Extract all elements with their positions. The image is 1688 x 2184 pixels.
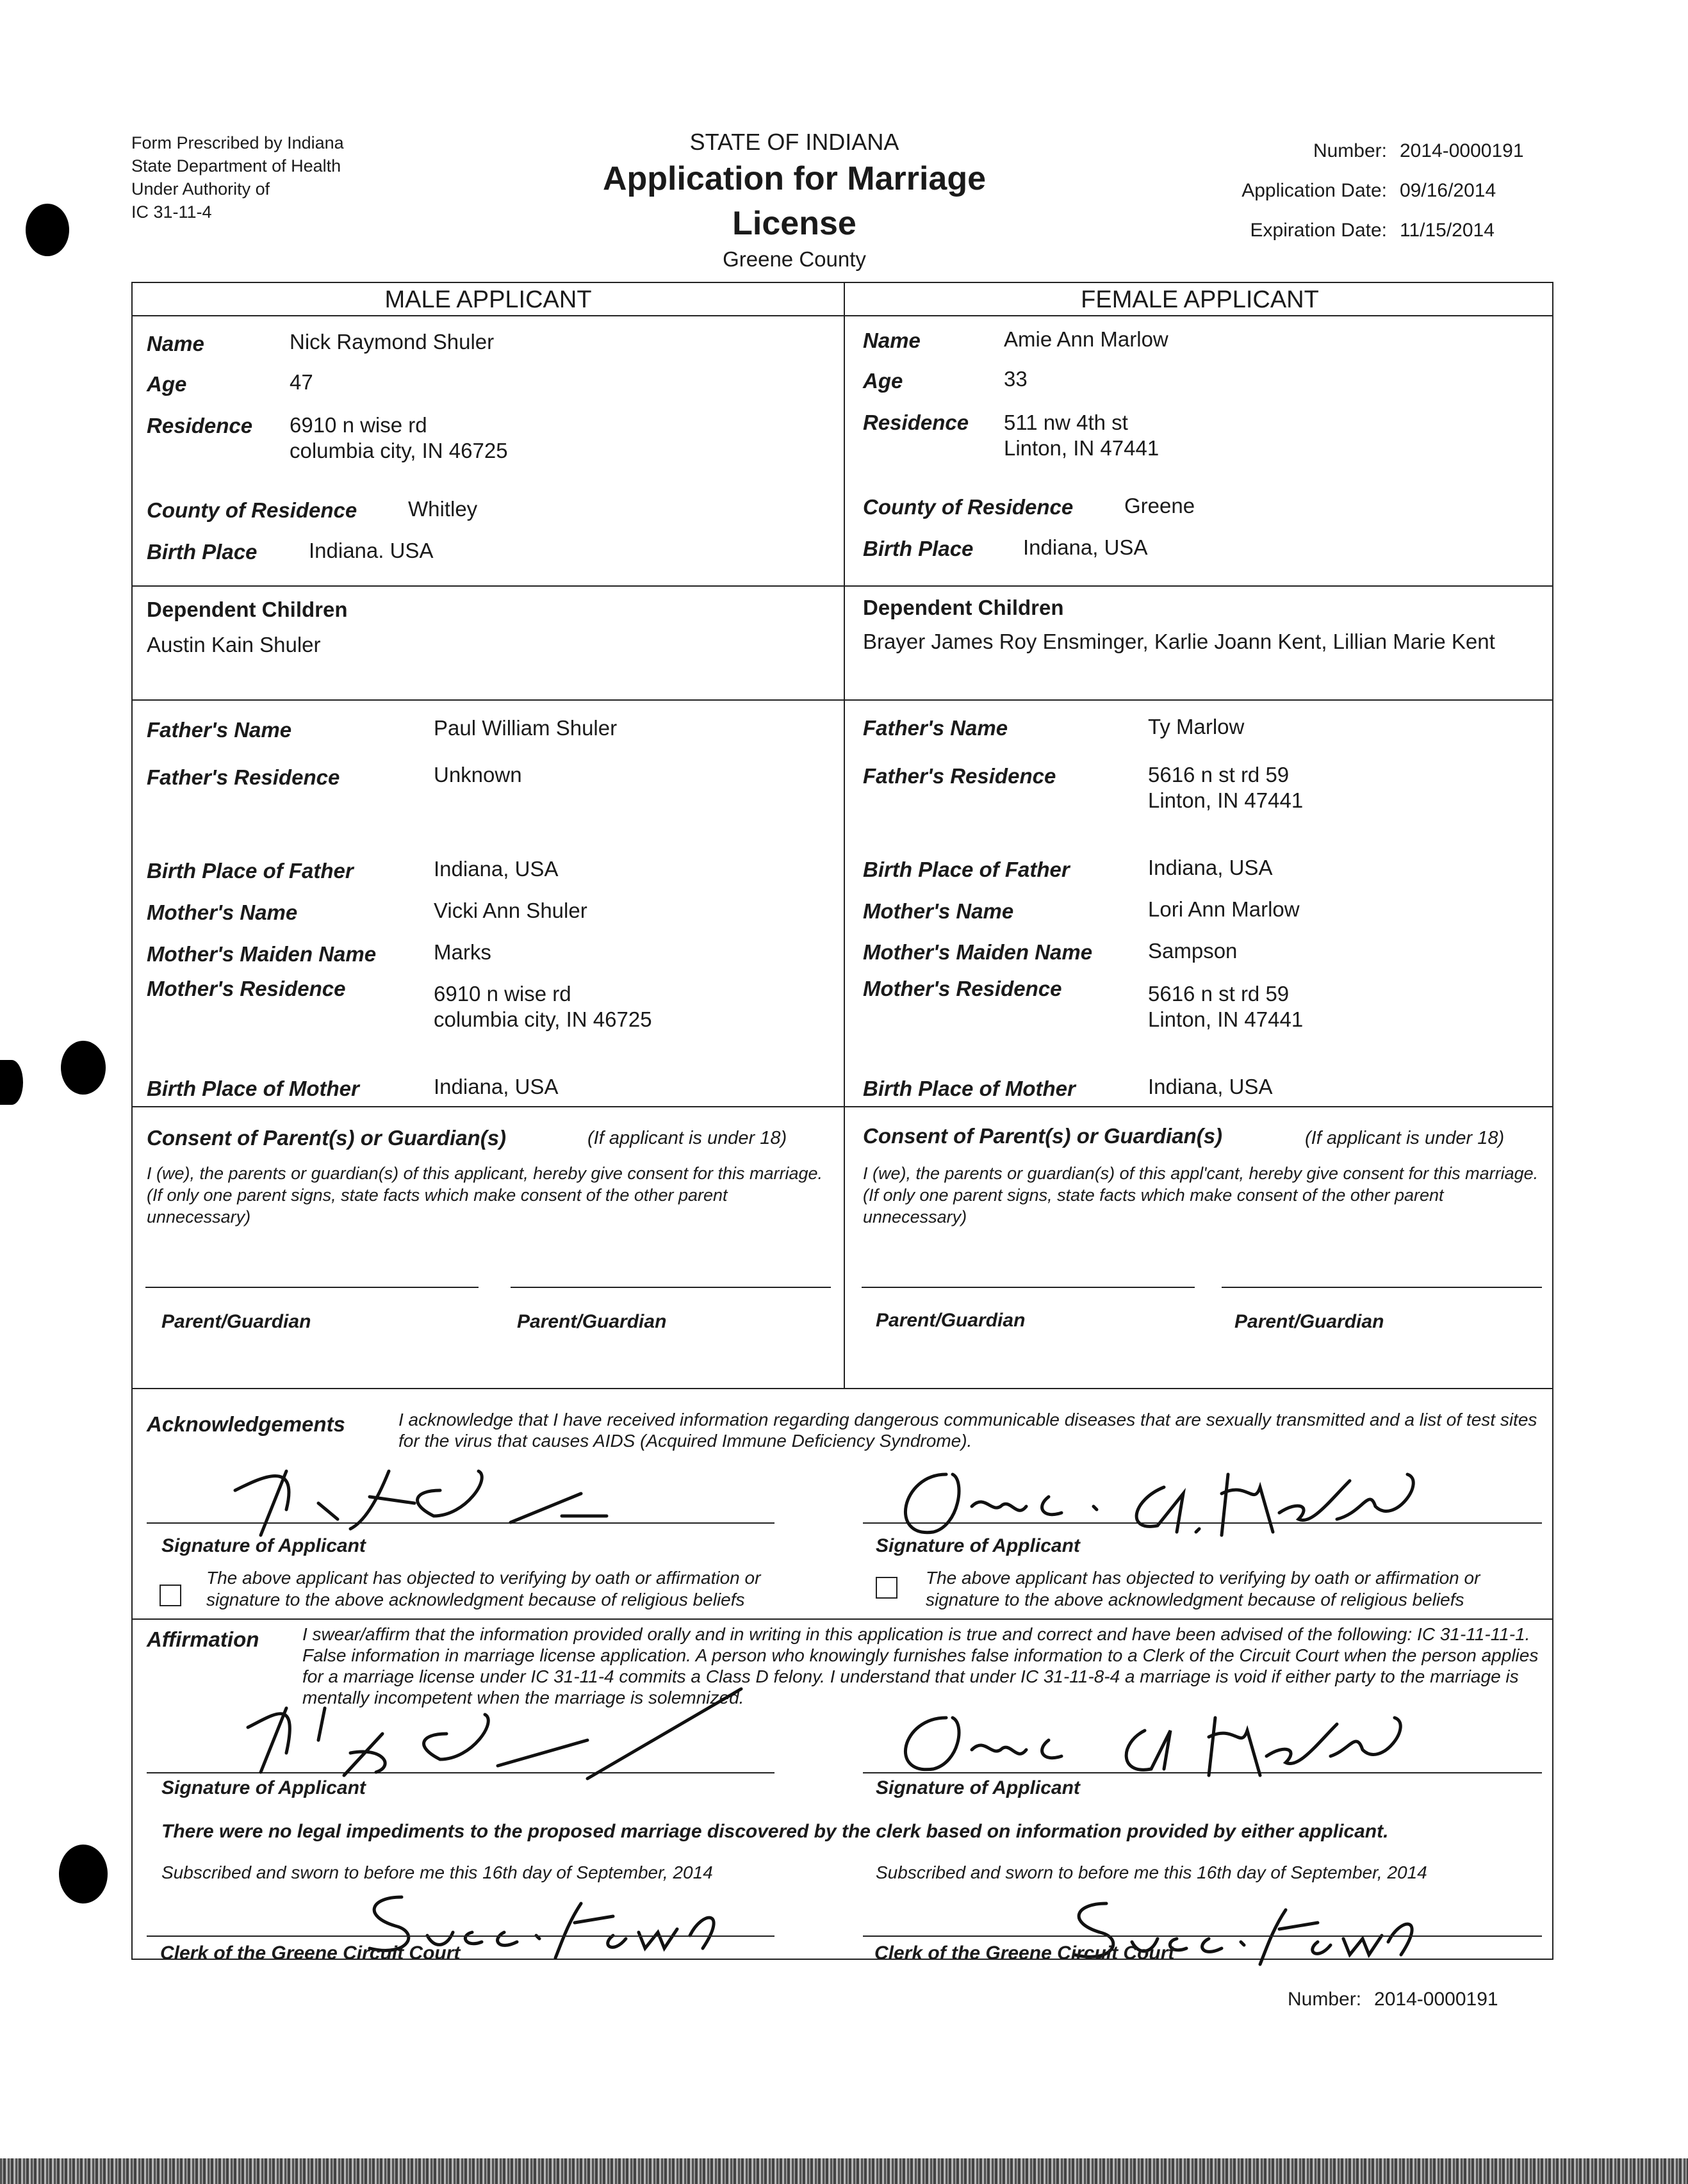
number-label: Number: [1313, 140, 1387, 161]
female-name-label: Name [863, 329, 921, 352]
male-county-label: County of Residence [147, 498, 357, 522]
divider [133, 699, 1552, 701]
female-birth-place-father: Indiana, USA [1148, 856, 1273, 879]
column-divider [844, 283, 845, 1388]
expiration-date-label: Expiration Date: [1250, 220, 1387, 241]
form-prescribed-block [131, 131, 344, 224]
application-form [131, 282, 1553, 1960]
punch-hole-top [26, 204, 69, 256]
female-objection-checkbox[interactable] [876, 1577, 897, 1599]
female-clerk-signature-line [863, 1935, 1542, 1937]
female-residence-line2: Linton, IN 47441 [1004, 436, 1159, 460]
male-guardian-signature-line [511, 1287, 831, 1288]
male-fathers-name-label: Father's Name [147, 718, 292, 742]
female-birth-place: Indiana, USA [1023, 535, 1148, 559]
male-applicant-heading: MALE APPLICANT [384, 286, 592, 313]
female-fathers-name: Ty Marlow [1148, 715, 1245, 738]
female-mothers-name-label: Mother's Name [863, 899, 1014, 923]
prescribed-line: IC 31-11-4 [131, 202, 212, 222]
divider [133, 315, 1552, 316]
impediments-statement: There were no legal impediments to the proposed marriage discovered by the clerk based on information provided by either applicant. [161, 1821, 1389, 1842]
male-mothers-maiden-name: Marks [434, 940, 491, 964]
female-fathers-residence-line2: Linton, IN 47441 [1148, 788, 1304, 812]
female-birth-place-father-label: Birth Place of Father [863, 858, 1070, 881]
male-birth-place-mother: Indiana, USA [434, 1075, 559, 1098]
female-ack-signature-label: Signature of Applicant [876, 1535, 1080, 1556]
male-consent-title: Consent of Parent(s) or Guardian(s) [147, 1126, 507, 1150]
female-fathers-name-label: Father's Name [863, 716, 1008, 740]
acknowledgements-heading: Acknowledgements [147, 1412, 345, 1436]
female-consent-note: (If applicant is under 18) [1305, 1128, 1505, 1148]
male-county: Whitley [408, 497, 478, 521]
female-mothers-name: Lori Ann Marlow [1148, 897, 1300, 921]
female-age-label: Age [863, 369, 903, 393]
female-residence-line1: 511 nw 4th st [1004, 411, 1128, 434]
male-objection-text: The above applicant has objected to verifying by oath or affirmation or signature to the above acknowledgment because of religious beliefs [206, 1568, 761, 1609]
male-mothers-maiden-name-label: Mother's Maiden Name [147, 942, 377, 966]
state-name: STATE OF INDIANA [689, 129, 899, 155]
male-residence-line1: 6910 n wise rd [290, 413, 427, 437]
male-birth-place-father: Indiana, USA [434, 857, 559, 881]
male-birth-place-label: Birth Place [147, 540, 258, 564]
male-objection-checkbox[interactable] [160, 1585, 181, 1606]
female-mothers-residence-line2: Linton, IN 47441 [1148, 1007, 1304, 1031]
male-ack-signature-label: Signature of Applicant [161, 1535, 366, 1556]
male-consent-note: (If applicant is under 18) [587, 1128, 787, 1148]
female-fathers-residence-label: Father's Residence [863, 764, 1056, 788]
male-dependent-children-label: Dependent Children [147, 598, 348, 621]
prescribed-line: State Department of Health [131, 156, 341, 175]
female-birth-place-label: Birth Place [863, 537, 974, 560]
male-name: Nick Raymond Shuler [290, 330, 495, 354]
male-parent-guardian-label: Parent/Guardian [161, 1311, 311, 1332]
expiration-date: 11/15/2014 [1400, 220, 1495, 241]
female-birth-place-mother-label: Birth Place of Mother [863, 1077, 1076, 1100]
male-residence-line2: columbia city, IN 46725 [290, 439, 508, 462]
male-parent-guardian-label-2: Parent/Guardian [517, 1311, 667, 1332]
female-age: 33 [1004, 367, 1028, 391]
female-parent-signature-line [862, 1287, 1195, 1288]
female-name: Amie Ann Marlow [1004, 327, 1168, 351]
male-mothers-residence-line1: 6910 n wise rd [434, 982, 571, 1006]
application-date-label: Application Date: [1241, 180, 1387, 201]
male-mothers-name: Vicki Ann Shuler [434, 899, 587, 922]
female-birth-place-mother: Indiana, USA [1148, 1075, 1273, 1098]
female-parent-guardian-label: Parent/Guardian [876, 1310, 1026, 1331]
male-mothers-name-label: Mother's Name [147, 900, 298, 924]
male-name-label: Name [147, 332, 204, 355]
affirmation-heading: Affirmation [147, 1627, 259, 1651]
female-dependent-children: Brayer James Roy Ensminger, Karlie Joann Kent, Lillian Marie Kent [863, 630, 1495, 653]
county-name: Greene County [723, 247, 866, 271]
acknowledgement-text: I acknowledge that I have received information regarding dangerous communicable diseases that are sexually transmitted and a list of test sites for the virus that causes AIDS (Acquired Immune Deficiency Syndrome). [398, 1410, 1537, 1451]
female-mothers-residence-line1: 5616 n st rd 59 [1148, 982, 1290, 1006]
title-block [551, 128, 1038, 273]
prescribed-line: Under Authority of [131, 179, 270, 199]
male-fathers-name: Paul William Shuler [434, 716, 618, 740]
footer-number [1288, 1989, 1498, 2010]
female-county-label: County of Residence [863, 495, 1074, 519]
female-parent-guardian-label-2: Parent/Guardian [1234, 1311, 1384, 1332]
female-consent-title: Consent of Parent(s) or Guardian(s) [863, 1124, 1223, 1148]
prescribed-line: Form Prescribed by Indiana [131, 133, 344, 152]
male-fathers-residence-label: Father's Residence [147, 765, 340, 789]
male-mothers-residence-label: Mother's Residence [147, 977, 346, 1000]
male-fathers-residence: Unknown [434, 763, 522, 786]
female-applicant-heading: FEMALE APPLICANT [1081, 286, 1319, 313]
male-dependent-children: Austin Kain Shuler [147, 633, 321, 656]
male-subscribed-text: Subscribed and sworn to before me this 16th day of September, 2014 [161, 1862, 713, 1882]
divider [133, 1106, 1552, 1107]
male-birth-place-mother-label: Birth Place of Mother [147, 1077, 359, 1100]
license-info-block [1192, 131, 1524, 250]
footer-number-value: 2014-0000191 [1374, 1989, 1498, 2010]
divider [133, 1388, 1552, 1389]
female-county: Greene [1124, 494, 1195, 517]
male-birth-place: Indiana. USA [309, 539, 434, 562]
male-ack-signature [222, 1433, 671, 1548]
female-mothers-residence-label: Mother's Residence [863, 977, 1062, 1000]
female-objection-text: The above applicant has objected to verifying by oath or affirmation or signature to the above acknowledgment because of religious beliefs [926, 1568, 1480, 1609]
male-residence-label: Residence [147, 414, 253, 437]
female-subscribed-text: Subscribed and sworn to before me this 16th day of September, 2014 [876, 1862, 1427, 1882]
footer-number-label: Number: [1288, 1989, 1362, 2010]
punch-hole-middle-edge [0, 1060, 23, 1105]
application-date: 09/16/2014 [1400, 180, 1496, 201]
male-clerk-signature-line [147, 1935, 774, 1937]
male-age: 47 [290, 370, 313, 394]
male-birth-place-father-label: Birth Place of Father [147, 859, 354, 883]
male-age-label: Age [147, 372, 187, 396]
male-clerk-label: Clerk of the Greene Circuit Court [160, 1943, 461, 1964]
punch-hole-middle [61, 1041, 106, 1095]
female-clerk-label: Clerk of the Greene Circuit Court [874, 1943, 1175, 1964]
female-affirmation-signature-label: Signature of Applicant [876, 1777, 1080, 1798]
divider [133, 585, 1552, 587]
male-consent-text: I (we), the parents or guardian(s) of this applicant, hereby give consent for this marriage. (If only one parent signs, state facts which make consent of the other parent unnecessary) [147, 1164, 823, 1226]
female-dependent-children-label: Dependent Children [863, 596, 1064, 619]
scan-edge-strip [0, 2158, 1688, 2184]
male-mothers-residence-line2: columbia city, IN 46725 [434, 1007, 652, 1031]
female-residence-label: Residence [863, 411, 969, 434]
punch-hole-bottom [59, 1845, 108, 1903]
female-mothers-maiden-name-label: Mother's Maiden Name [863, 940, 1093, 964]
female-consent-text: I (we), the parents or guardian(s) of this appl'cant, hereby give consent for this marriage. (If only one parent signs, state facts which make consent of the other parent unnecessary) [863, 1164, 1539, 1226]
male-parent-signature-line [145, 1287, 479, 1288]
male-affirmation-signature-label: Signature of Applicant [161, 1777, 366, 1798]
female-guardian-signature-line [1222, 1287, 1542, 1288]
divider [133, 1618, 1552, 1620]
license-number: 2014-0000191 [1400, 140, 1524, 161]
female-fathers-residence-line1: 5616 n st rd 59 [1148, 763, 1290, 786]
female-mothers-maiden-name: Sampson [1148, 939, 1238, 963]
female-affirmation-signature [863, 1679, 1504, 1788]
page-title: Application for Marriage License [602, 160, 987, 242]
affirmation-text: I swear/affirm that the information provided orally and in writing in this application is true and correct and have been advised of the following: IC 31-11-11-1. False information in marriage license application. A person who knowingly furnishes false information to a Clerk of the Circuit Court when the person applies for a marriage license under IC 31-11-4 commits a Class D felony. I understand that under IC 31-11-8-4 a marriage is void if either party to the marriage is mentally incompetent when the marriage is solemnized. [302, 1624, 1539, 1707]
